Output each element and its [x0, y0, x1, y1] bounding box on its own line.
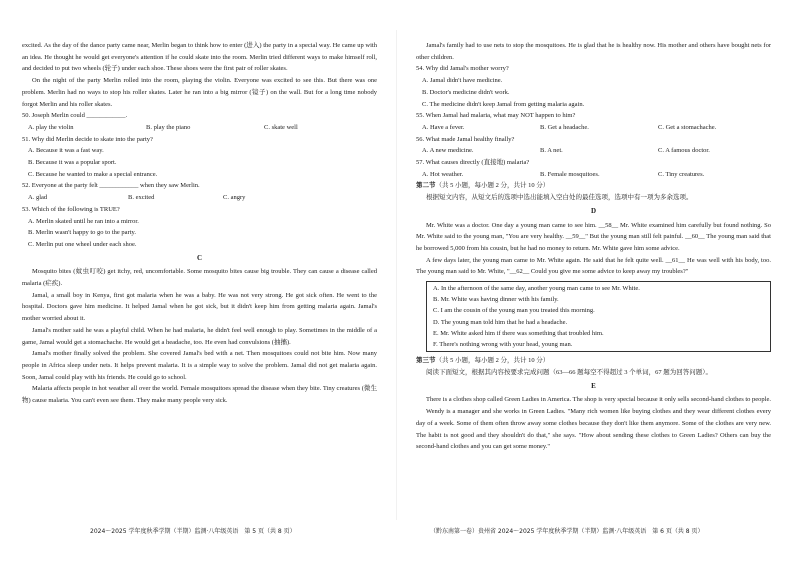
- passage-d-paragraph: Mr. White was a doctor. One day a young man came to see him. __58__ Mr. White examined him carefully but found nothing. So Mr. White said to the young man, "You are very healthy. __59__" But the young man still felt painful. __60__ The young man said that he borrowed 5,000 from his cousin, but he had no money to return. Mr. White gave him some advice.: [416, 221, 771, 252]
- question-stem: 56. What made Jamal healthy finally?: [416, 135, 515, 143]
- passage-c-end: [416, 40, 771, 63]
- passage-d: [416, 220, 771, 279]
- passage-e-paragraph: There is a clothes shop called Green Ladies in America. The shop is very special because it only sells second-hand clothes to people.: [426, 396, 771, 404]
- answer-option: B. excited: [128, 194, 155, 202]
- box-option: E. Mr. White asked him if there was something that troubled him.: [433, 329, 604, 337]
- question-item: [22, 134, 377, 181]
- passage-d-heading: D: [590, 206, 597, 215]
- answer-option: B. Because it was a popular sport.: [28, 159, 117, 167]
- question-stem: 52. Everyone at the party felt ____________ when they saw Merlin.: [22, 182, 200, 190]
- passage-b-paragraph: On the night of the party Merlin rolled into the room, playing the violin. Everyone was excited to see this. But there was one problem. Merlin had no ways to stop his roller skates. Later he ran into a big mirror (镜子) on the wall. But for a long time nobody forgot Merlin and his roller skates.: [22, 77, 377, 108]
- answer-option: C. Merlin put one wheel under each shoe.: [28, 240, 137, 248]
- question-item: [416, 157, 771, 180]
- answer-option: C. A famous doctor.: [658, 147, 710, 155]
- answer-option: C. angry: [223, 194, 246, 202]
- options-box: [426, 281, 771, 352]
- footer-left: 2024～2025 学年度秋季学期（半期）监测·八年级英语 第 5 页（共 8 页）: [90, 528, 296, 535]
- answer-options-row: [28, 122, 377, 134]
- answer-options-row: [422, 122, 771, 134]
- passage-b-end: [22, 40, 377, 110]
- passage-d-paragraph: A few days later, the young man came to Mr. White again. He said that he felt quite well. __61__ He was well with his body, too. The young man said to Mr. White, "__62__ Could you give me some advice to keep away my troubles?": [416, 256, 771, 276]
- question-item: [22, 180, 377, 203]
- footer-right: （黔东南第一卷）贵州省 2024～2025 学年度秋季学期（半期）监测·八年级英语 第 6 页（共 8 页）: [430, 528, 704, 535]
- questions-c: [416, 63, 771, 180]
- answer-option: A. Because it was a fast way.: [28, 147, 104, 155]
- section-3-points: （共 5 小题，每小题 2 分，共计 10 分）: [435, 357, 550, 365]
- question-stem: 57. What causes directly (直接地) malaria?: [416, 159, 530, 167]
- box-option: A. In the afternoon of the same day, another young man came to see Mr. White.: [433, 285, 640, 293]
- question-stem: 53. Which of the following is TRUE?: [22, 205, 120, 213]
- answer-option: A. A new medicine.: [422, 147, 474, 155]
- answer-option: B. A net.: [540, 147, 563, 155]
- answer-option: C. skate well: [264, 123, 298, 131]
- question-item: [22, 110, 377, 133]
- answer-option: C. The medicine didn't keep Jamal from getting malaria again.: [422, 100, 585, 108]
- passage-c-end-paragraph: Jamal's family had to use nets to stop the mosquitoes. He is glad that he is healthy now. His mother and others have bought nets for other children.: [416, 42, 771, 61]
- box-option: B. Mr. White was having dinner with his family.: [433, 296, 559, 304]
- box-option: D. The young man told him that he had a headache.: [433, 318, 568, 326]
- answer-option: A. Jamal didn't have medicine.: [422, 77, 503, 85]
- box-option: F. There's nothing wrong with your head, young man.: [433, 341, 573, 349]
- passage-e-paragraph: Wendy is a manager and she works in Green Ladies. "Many rich women like buying clothes and they wear different clothes every day of a week. Some of them often throw away some clothes because they don't like them anymore. Some of the clothes are very new. The habit is not good and they shouldn't do that," she says. "How about sending these clothes to Green Ladies? Others can buy the second-hand clothes and you can get some money.": [416, 408, 771, 451]
- question-item: [416, 110, 771, 133]
- answer-option: B. Get a headache.: [540, 123, 589, 131]
- answer-option: B. play the piano: [146, 123, 191, 131]
- answer-option: A. Merlin skated until he ran into a mirror.: [28, 217, 139, 225]
- passage-c-paragraph: Malaria affects people in hot weather all over the world. Female mosquitoes spread the disease when they bite. Tiny creatures (微生物) cause malaria. You can't even see them. They make many people very sick.: [22, 385, 377, 405]
- answer-option: A. glad: [28, 194, 48, 202]
- answer-option: B. Merlin wasn't happy to go to the party.: [28, 229, 136, 237]
- answer-option: A. Have a fever.: [422, 123, 465, 131]
- box-option: C. I am the cousin of the young man you treated this morning.: [433, 307, 595, 315]
- passage-c-paragraph: Jamal's mother finally solved the problem. She covered Jamal's bed with a net. Then mosquitoes could not bite him. Now many people in Africa sleep under nets. It helps prevent malaria. It is a simple way to solve the problem. Jamal did not get malaria again. Soon, Jamal could play with his friends. He could go to school.: [22, 350, 377, 381]
- passage-c-paragraph: Mosquito bites (蚊虫叮咬) get itchy, red, uncomfortable. Some mosquito bites cause big trouble. They can cause a disease called malaria (疟疾).: [22, 268, 377, 288]
- section-2-points: （共 5 小题，每小题 2 分，共计 10 分）: [435, 182, 550, 190]
- question-stem: 50. Joseph Merlin could ____________.: [22, 112, 128, 120]
- page-divider: [396, 30, 397, 520]
- passage-c-paragraph: Jamal's mother said he was a playful child. When he had malaria, he didn't feel well enough to play. Sometimes in the middle of a game, Jamal would get a stomachache. He would get a headache, too. He even had convulsions (抽搐).: [22, 326, 377, 346]
- passage-c: [22, 266, 377, 406]
- answer-option: B. Female mosquitoes.: [540, 170, 600, 178]
- passage-e-heading: E: [591, 381, 596, 390]
- section-3-instruction: 阅读下面短文，根据其内容按要求完成问题（63—66 题每空不得超过 3 个单词，67 题为回答问题）。: [426, 368, 712, 376]
- question-item: [22, 204, 377, 251]
- answer-option: C. Tiny creatures.: [658, 170, 705, 178]
- answer-option: B. Doctor's medicine didn't work.: [422, 88, 510, 96]
- answer-option: C. Get a stomachache.: [658, 123, 717, 131]
- section-2-title: 第二节: [416, 182, 436, 190]
- passage-e: [416, 394, 771, 453]
- section-2-header: [416, 180, 771, 192]
- passage-c-heading: C: [196, 253, 203, 262]
- passage-c-paragraph: Jamal, a small boy in Kenya, first got malaria when he was a baby. He was not very strong. He got sick often. He went to the hospital. Doctors gave him medicine. It helped Jamal when he got sick, but it didn't keep him from getting malaria again. Jamal's mother worried about it.: [22, 291, 377, 323]
- answer-options-row: [422, 169, 771, 181]
- right-page-column: [416, 40, 771, 453]
- passage-b-paragraph: excited. As the day of the dance party came near, Merlin began to think how to enter (进入) the party in a special way. He came up with an idea. He thought he would get everyone's attention if he could skate into the room. Merlin tried different ways to make himself roll, and decided to put two wheels (轮子) under each shoe. These shoes were the first pair of roller skates.: [22, 42, 377, 73]
- left-page-column: [22, 40, 377, 407]
- answer-options-row: [28, 192, 377, 204]
- question-stem: 55. When Jamal had malaria, what may NOT happen to him?: [416, 112, 576, 120]
- question-stem: 51. Why did Merlin decide to skate into the party?: [22, 135, 153, 143]
- answer-option: C. Because he wanted to make a special entrance.: [28, 170, 158, 178]
- section-3-title: 第三节: [416, 357, 436, 365]
- section-2-instruction: 根据短文内容，从短文后的选项中选出能填入空白处的最佳选项，选项中有一项为多余选项。: [426, 194, 693, 202]
- answer-option: A. play the violin: [28, 123, 74, 131]
- question-item: [416, 134, 771, 157]
- answer-option: A. Hot weather.: [422, 170, 464, 178]
- questions-b: [22, 110, 377, 250]
- question-stem: 54. Why did Jamal's mother worry?: [416, 65, 509, 73]
- section-3-header: [416, 355, 771, 367]
- answer-options-row: [422, 145, 771, 157]
- question-item: [416, 63, 771, 110]
